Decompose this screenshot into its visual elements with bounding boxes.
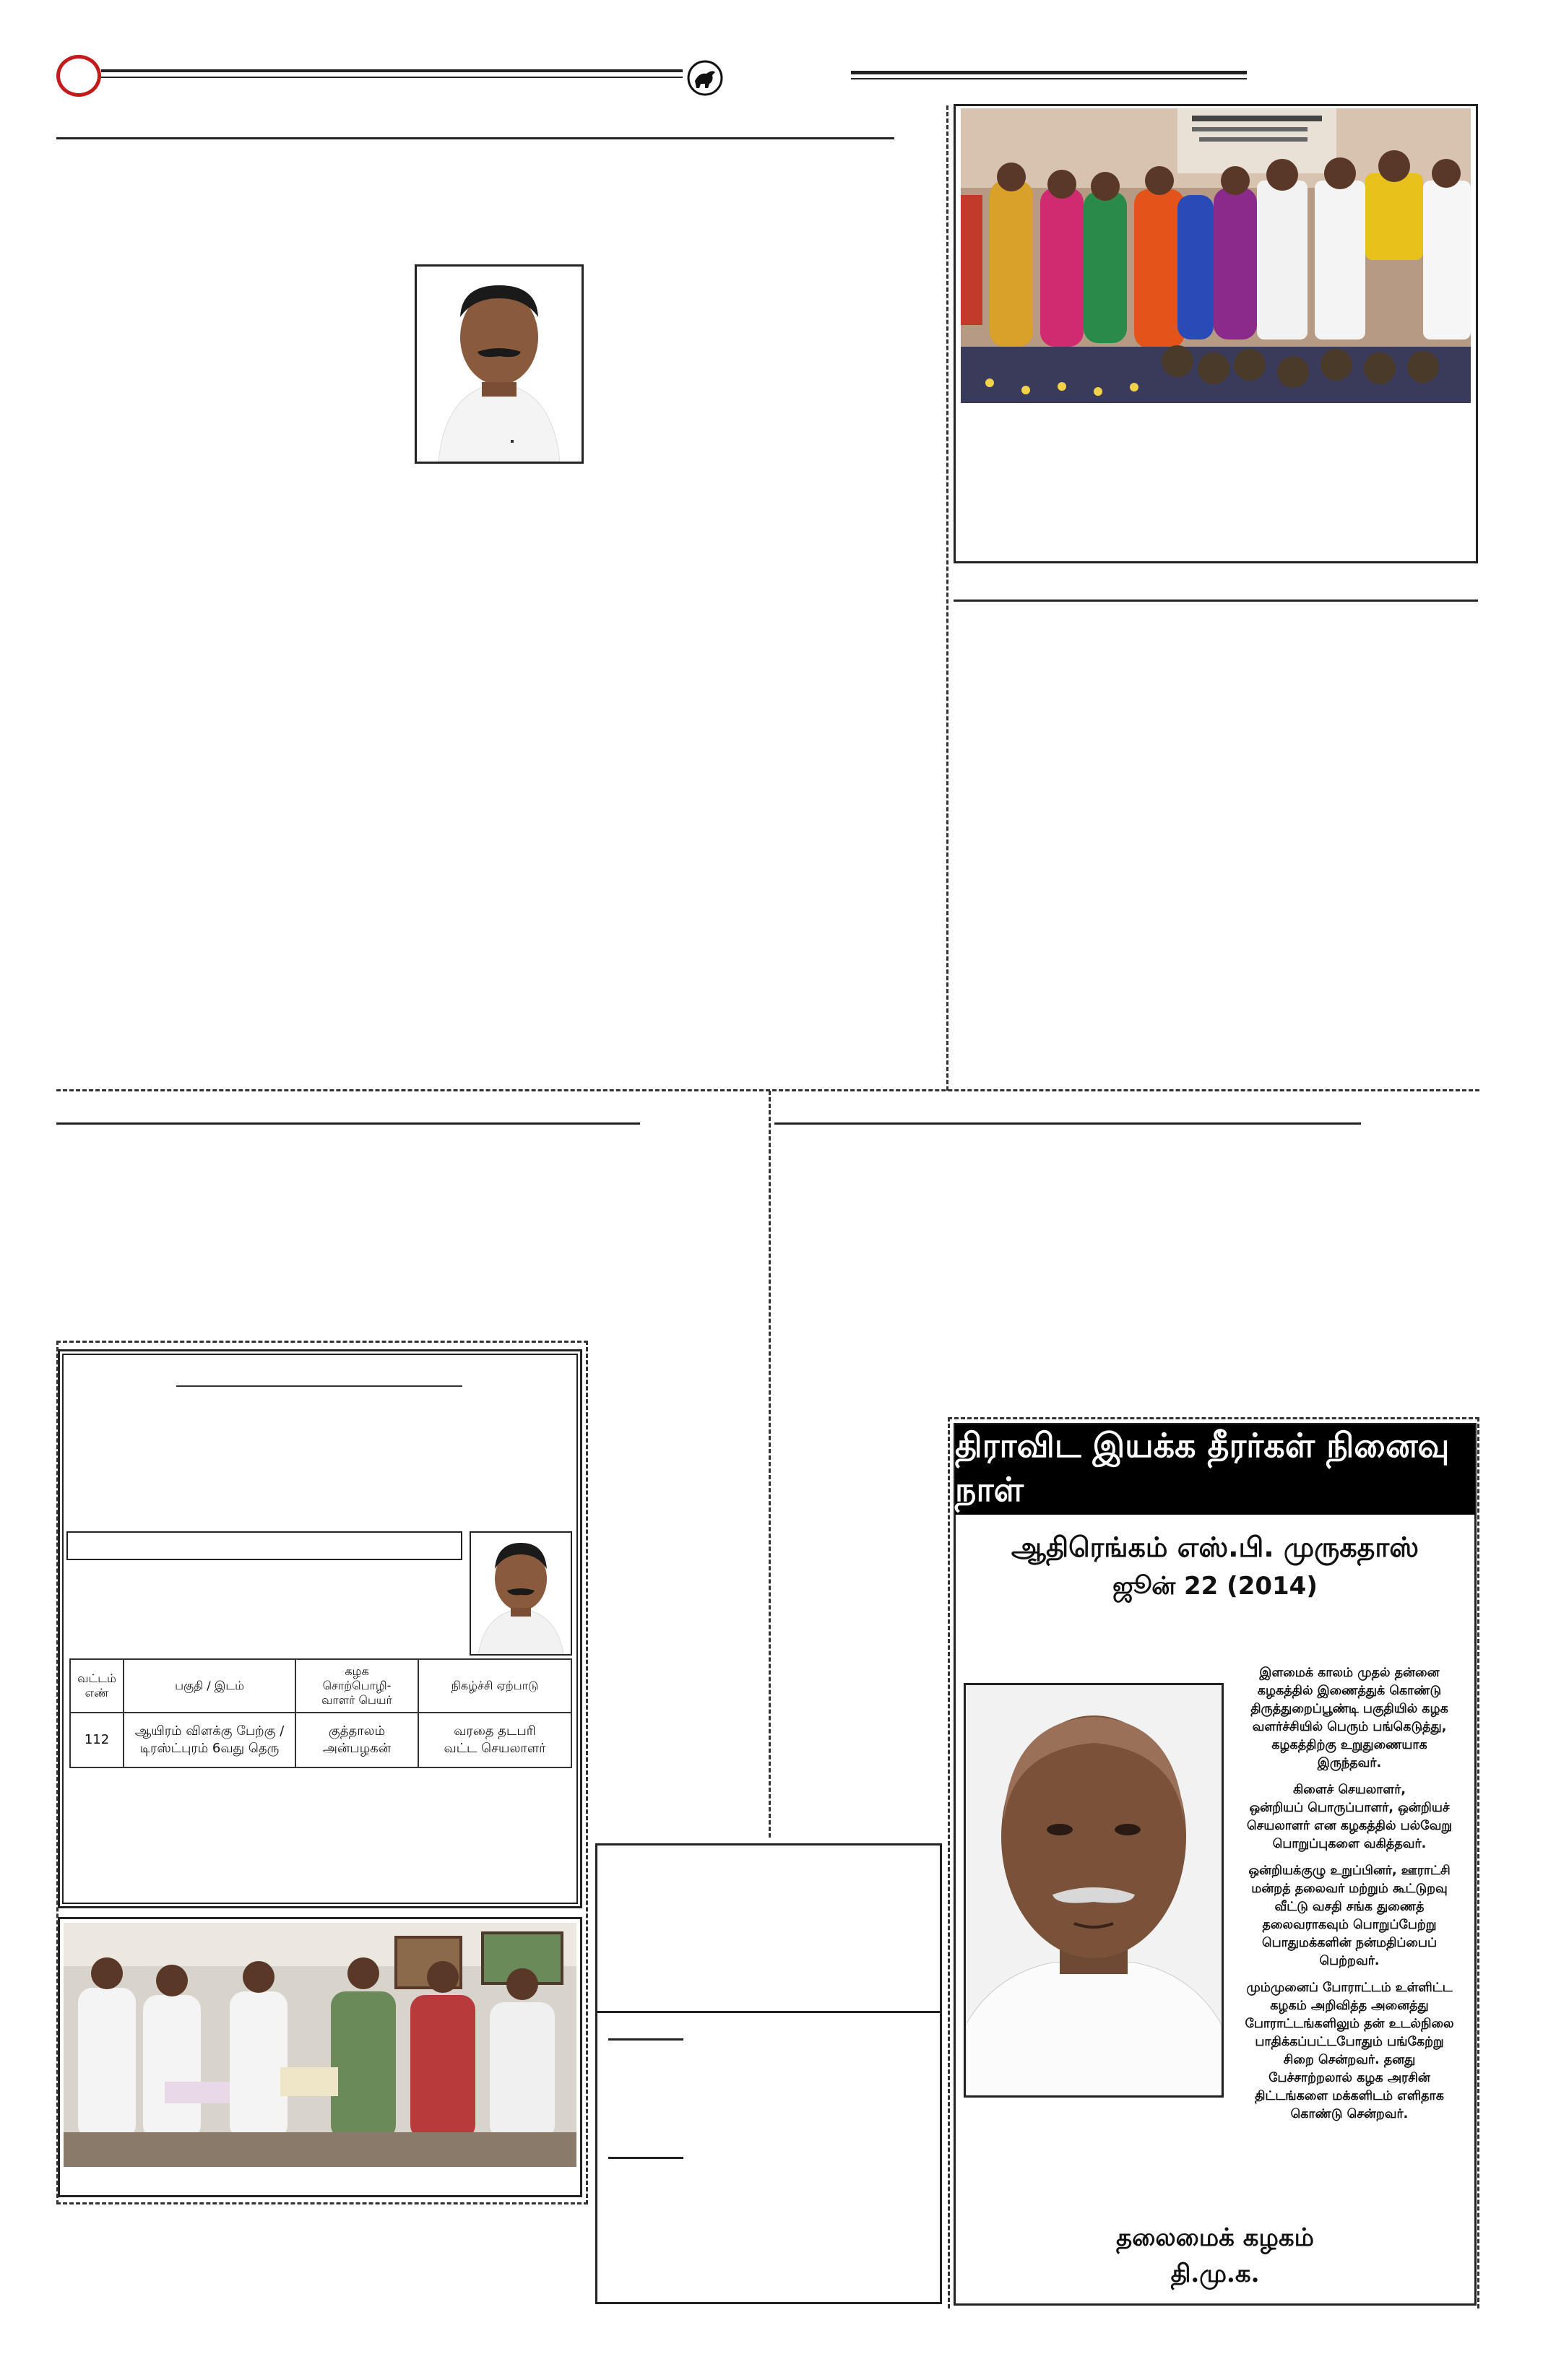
col-header-organizer: நிகழ்ச்சி ஏற்பாடு [418, 1659, 571, 1713]
memorial-line: போராட்டங்களிலும் தன் உடல்நிலை [1245, 2017, 1454, 2031]
memorial-para-1 [1227, 1664, 1472, 1773]
portrait-photo [417, 267, 582, 462]
center-subhead-rule-2 [608, 2157, 683, 2159]
right-column-rule [954, 600, 1478, 602]
memorial-para-3 [1227, 1862, 1472, 1970]
memorial-line: கழகத்திற்கு உறுதுணையாக [1271, 1738, 1427, 1752]
memorial-line: மன்றத் தலைவர் மற்றும் கூட்டுறவு [1251, 1882, 1448, 1896]
masthead-rule-left [101, 69, 683, 72]
center-bottom-box [595, 1843, 942, 2304]
center-box-divider [595, 2011, 942, 2013]
section-divider [56, 1089, 1479, 1091]
memorial-line: கழகம் அறிவித்த அனைத்து [1270, 1999, 1429, 2013]
memorial-line: பேச்சாற்றலால் கழக அரசின் [1268, 2071, 1430, 2085]
cell-area: ஆயிரம் விளக்கு பேற்கு / டிரஸ்ட்புரம் 6வது தெரு [124, 1713, 295, 1767]
memorial-line: வீட்டு வசதி சங்க துணைத் [1274, 1900, 1425, 1914]
memorial-line: பெற்றவர். [1319, 1954, 1380, 1968]
cell-ward: 112 [70, 1713, 124, 1767]
speaker-portrait-frame [470, 1531, 572, 1656]
memorial-portrait-frame [964, 1683, 1224, 2098]
memorial-line: இருந்தவர். [1317, 1756, 1382, 1770]
memorial-signature-1: தலைமைக் கழகம் [1116, 2223, 1314, 2252]
headline-rule [56, 137, 894, 139]
col-header-area: பகுதி / இடம் [124, 1659, 295, 1713]
memorial-line: திருத்துறைப்பூண்டி பகுதியில் கழக [1250, 1702, 1448, 1716]
memorial-line: மும்முனைப் போராட்டம் உள்ளிட்ட [1246, 1981, 1453, 1995]
cell-speaker: குத்தாலம் அன்பழகன் [295, 1713, 418, 1767]
memorial-signature-2: தி.மு.க. [1170, 2259, 1260, 2288]
memorial-date: ஜூன் 22 (2014) [1112, 1572, 1318, 1601]
masthead-rule-right-2 [851, 78, 1247, 79]
masthead-rule-right [851, 71, 1247, 74]
schedule-title-rule [176, 1385, 462, 1387]
middle-left-rule [56, 1122, 640, 1125]
masthead-circle-icon [56, 55, 101, 97]
memorial-line: தலைவராகவும் பொறுப்பேற்று [1262, 1918, 1437, 1932]
memorial-line: கொண்டு சென்றவர். [1290, 2107, 1409, 2121]
masthead-rule-left-2 [101, 77, 683, 78]
memorial-line: கழகத்தில் இணைத்துக் கொண்டு [1257, 1684, 1442, 1698]
memorial-line: செயலாளர் என கழகத்தில் பல்வேறு [1247, 1819, 1452, 1833]
middle-right-rule [774, 1122, 1361, 1125]
schedule-label-bar [66, 1531, 462, 1560]
col-header-ward: வட்டம் எண் [70, 1659, 124, 1713]
memorial-banner [955, 1424, 1475, 1515]
memorial-line: ஒன்றியப் பொருப்பாளர், ஒன்றியச் [1249, 1801, 1450, 1815]
memorial-para-4 [1227, 1979, 1472, 2124]
table-row [70, 1713, 571, 1767]
schedule-table [69, 1658, 572, 1768]
memorial-line: பொறுப்புகளை வகித்தவர். [1272, 1837, 1427, 1851]
event-photo [961, 108, 1471, 403]
memorial-line: இளமைக் காலம் முதல் தன்னை [1259, 1666, 1440, 1680]
portrait-frame [415, 264, 584, 464]
memorial-line: கிளைச் செயலாளர், [1292, 1783, 1406, 1797]
memorial-line: திட்டங்களை மக்களிடம் எளிதாக [1255, 2089, 1444, 2103]
memorial-line: பொதுமக்களின் நன்மதிப்பைப் [1261, 1936, 1438, 1950]
cell-organizer: வரதை தடபரி வட்ட செயலாளர் [418, 1713, 571, 1767]
memorial-para-2 [1227, 1781, 1472, 1853]
memorial-banner-text: திராவிட இயக்க தீரர்கள் நினைவு நாள் [955, 1425, 1450, 1509]
memorial-portrait-photo [966, 1685, 1222, 2095]
bull-emblem-icon [686, 59, 724, 97]
center-subhead-rule-1 [608, 2038, 683, 2041]
col-header-speaker: கழக சொற்பொழி- வாளர் பெயர் [295, 1659, 418, 1713]
memorial-line: வளர்ச்சியில் பெரும் பங்கெடுத்து, [1252, 1720, 1447, 1734]
memorial-line: சிறை சென்றவர். தனது [1283, 2053, 1416, 2067]
group-photo [64, 1923, 576, 2167]
memorial-line: ஒன்றியக்குழு உறுப்பினர், ஊராட்சி [1248, 1864, 1451, 1878]
memorial-name: ஆதிரெங்கம் எஸ்.பி. முருகதாஸ் [1011, 1531, 1419, 1563]
schedule-header-row [70, 1659, 571, 1713]
column-divider-middle [769, 1091, 771, 1838]
column-divider-top [946, 105, 948, 1091]
memorial-line: பாதிக்கப்பட்டபோதும் பங்கேற்று [1255, 2035, 1444, 2049]
speaker-portrait-photo [471, 1533, 571, 1654]
